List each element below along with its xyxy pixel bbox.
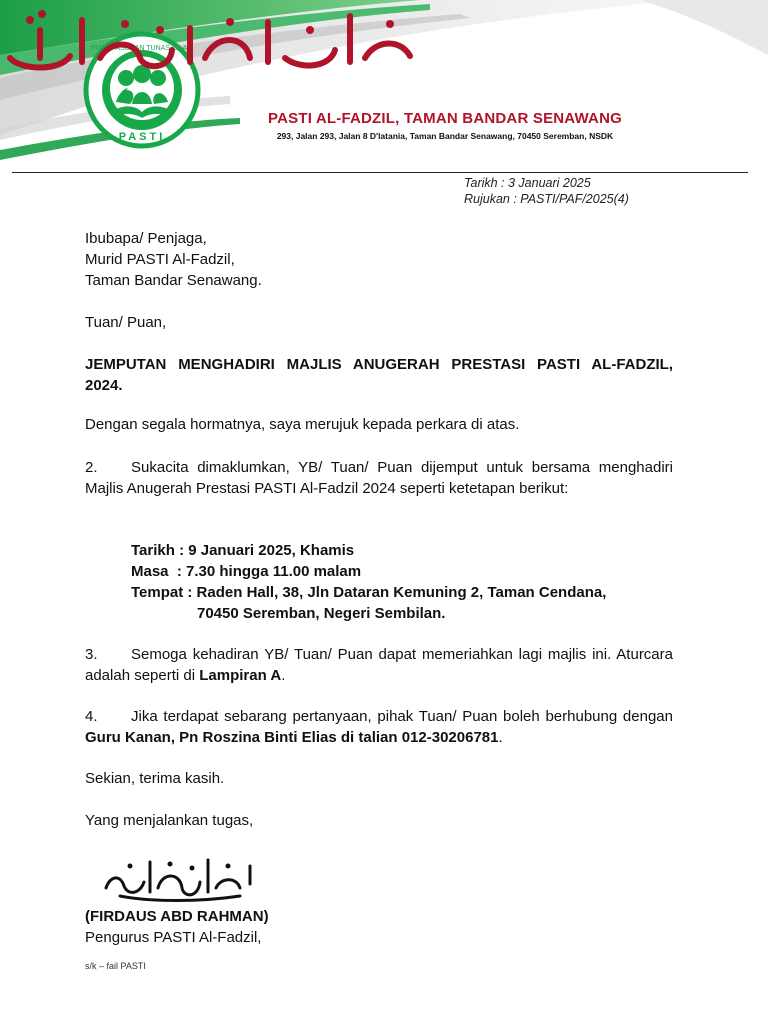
paragraph-number: 4.	[85, 708, 98, 725]
contact-person: Guru Kanan, Pn Roszina Binti Elias di talian 012-30206781	[85, 729, 499, 746]
logo-bottom-text: PASTI	[118, 131, 166, 143]
event-date: Tarikh : 9 Januari 2025, Khamis	[131, 542, 355, 559]
letter-date: Tarikh : 3 Januari 2025	[464, 176, 591, 190]
event-venue-line2: 70450 Seremban, Negeri Sembilan.	[197, 605, 446, 622]
paragraph-text: Sukacita dimaklumkan, YB/ Tuan/ Puan dijemput untuk bersama menghadiri Majlis Anugerah Prestasi PASTI Al-Fadzil 2024 seperti ketetapan berikut:	[85, 459, 673, 497]
yang-menjalankan-tugas: Yang menjalankan tugas,	[85, 812, 254, 829]
svg-text:PASTI	[119, 131, 166, 143]
attachment-reference: Lampiran A	[199, 667, 282, 684]
reference-block	[464, 175, 629, 207]
recipient-line: Murid PASTI Al-Fadzil,	[85, 251, 235, 268]
paragraph-text-end: .	[498, 729, 503, 746]
recipient-line: Ibubapa/ Penjaga,	[85, 230, 207, 247]
signer-name: (FIRDAUS ABD RAHMAN)	[85, 908, 269, 925]
letterhead	[0, 0, 768, 160]
recipient-line: Taman Bandar Senawang.	[85, 272, 262, 289]
jawi-calligraphy-logo	[0, 0, 418, 78]
closing-text: Sekian, terima kasih.	[85, 770, 225, 787]
school-address: 293, Jalan 293, Jalan 8 D'latania, Taman Bandar Senawang, 70450 Seremban, NSDK	[276, 131, 614, 141]
paragraph-2	[85, 457, 673, 499]
salutation: Tuan/ Puan,	[85, 314, 167, 331]
paragraph-1: Dengan segala hormatnya, saya merujuk kepada perkara di atas.	[85, 416, 520, 433]
letter-reference: Rujukan : PASTI/PAF/2025(4)	[464, 192, 629, 206]
paragraph-number: 3.	[85, 646, 98, 663]
school-name: PASTI AL-FADZIL, TAMAN BANDAR SENAWANG	[268, 110, 622, 127]
paragraph-text: Semoga kehadiran YB/ Tuan/ Puan dapat memeriahkan lagi majlis ini. Aturcara adalah seperti di	[85, 646, 673, 684]
event-venue: Tempat : Raden Hall, 38, Jln Dataran Kemuning 2, Taman Cendana,	[131, 584, 607, 601]
paragraph-3	[85, 644, 673, 686]
letter-subject	[85, 354, 673, 396]
header-divider	[12, 172, 748, 173]
subject-line: 2024.	[85, 377, 123, 394]
subject-line: JEMPUTAN MENGHADIRI MAJLIS ANUGERAH PRESTASI PASTI AL-FADZIL,	[85, 356, 673, 373]
event-time: Masa : 7.30 hingga 11.00 malam	[131, 563, 362, 580]
signer-title: Pengurus PASTI Al-Fadzil,	[85, 929, 262, 946]
paragraph-text: Jika terdapat sebarang pertanyaan, pihak Tuan/ Puan boleh berhubung dengan	[131, 708, 673, 725]
logo-top-text: PUSAT ASUHAN TUNAS ISLAM	[91, 45, 193, 52]
paragraph-number: 2.	[85, 459, 98, 476]
paragraph-4	[85, 706, 673, 748]
event-details	[131, 540, 606, 624]
recipient-block	[85, 228, 673, 291]
signer-block	[85, 906, 673, 948]
copy-note: s/k – fail PASTI	[85, 961, 146, 971]
paragraph-text-end: .	[281, 667, 286, 684]
signature-image	[100, 852, 260, 904]
